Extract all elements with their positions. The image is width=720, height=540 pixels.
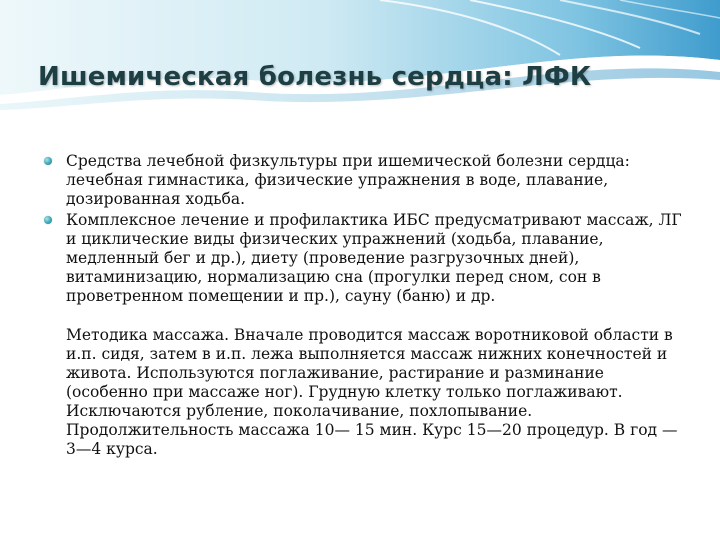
- header-wave-decoration: [0, 0, 720, 120]
- bullet-text: Комплексное лечение и профилактика ИБС предусматривают массаж, ЛГ и циклические виды физических упражнений (ходьба, плавание, медленный бег и др.), диету (проведение разгрузочных дней), витаминизацию, нормализацию сна (прогулки перед сном, сон в проветренном помещении и пр.), сауну (баню) и др.: [66, 211, 682, 305]
- massage-method-paragraph: Методика массажа. Вначале проводится массаж воротниковой области в и.п. сидя, затем в и.п. лежа выполняется массаж нижних конечностей и живота. Используются поглаживание, растирание и разминание (особенно при массаже ног). Грудную клетку только поглаживают. Исключаются рубление, поколачивание, похлопывание. Продолжительность массажа 10— 15 мин. Курс 15—20 процедур. В год — 3—4 курса.: [66, 326, 678, 458]
- bullet-icon: [44, 157, 52, 165]
- slide-content: [44, 152, 682, 459]
- slide-title: Ишемическая болезнь сердца: ЛФК: [38, 62, 592, 92]
- bullet-item: [44, 211, 682, 306]
- bullet-text: Средства лечебной физкультуры при ишемической болезни сердца: лечебная гимнастика, физические упражнения в воде, плавание, дозированная ходьба.: [66, 152, 630, 208]
- bullet-list: [44, 152, 682, 306]
- bullet-icon: [44, 216, 52, 224]
- bullet-item: [44, 152, 682, 209]
